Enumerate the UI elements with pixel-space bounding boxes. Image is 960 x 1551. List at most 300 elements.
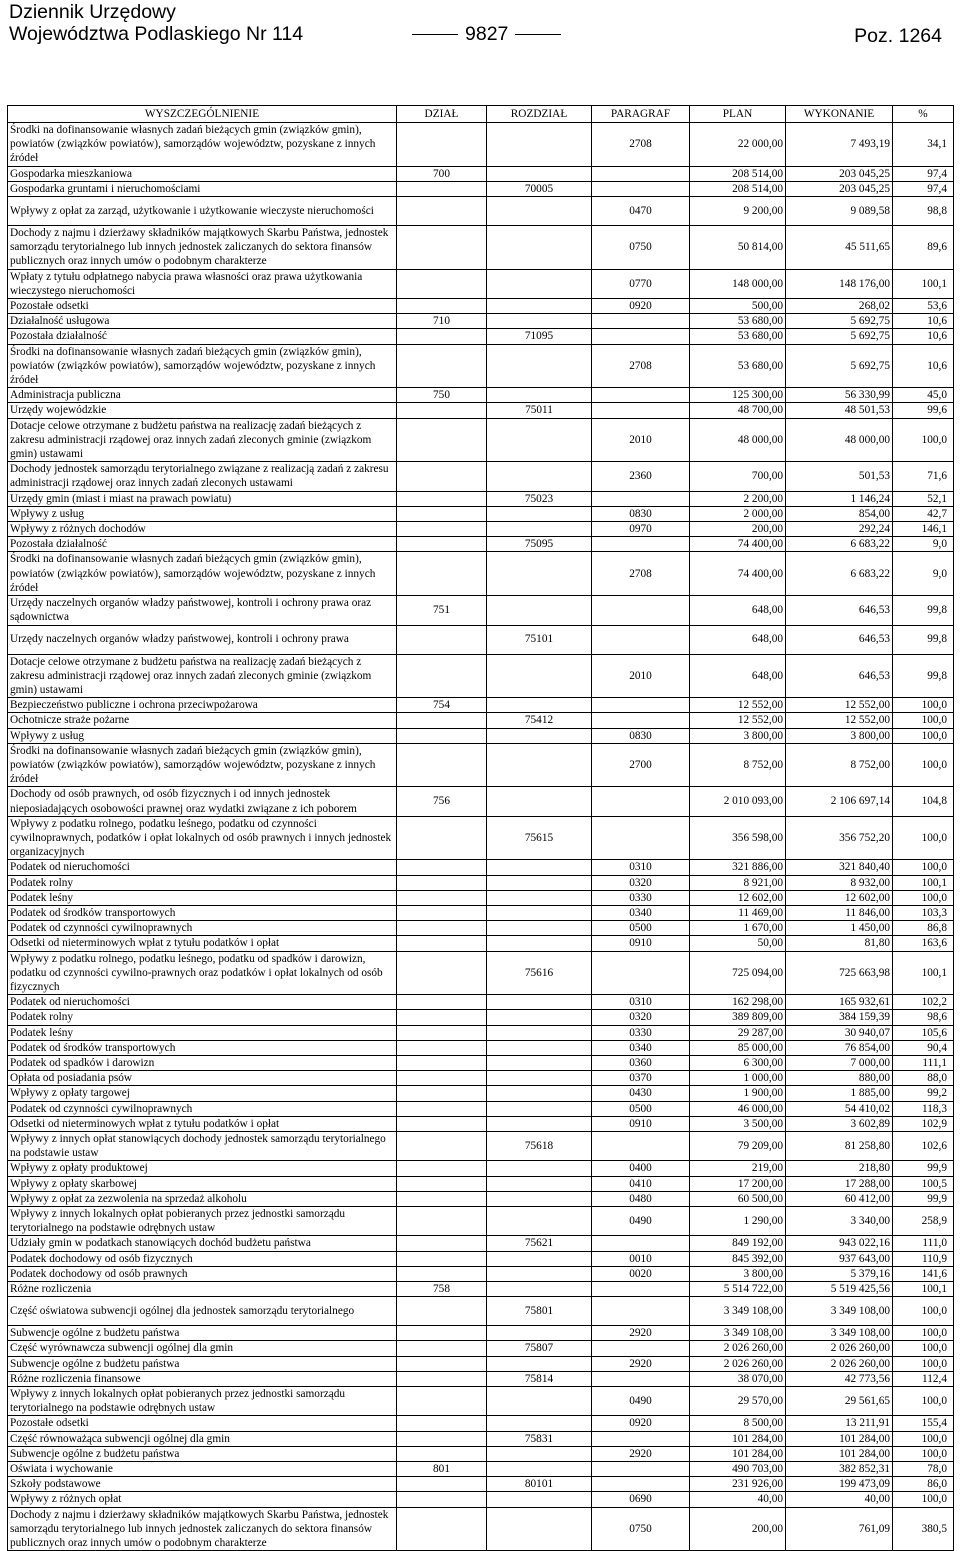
row-paragraf xyxy=(592,181,690,196)
column-header-description: WYSZCZEGÓLNIENIE xyxy=(8,106,397,123)
row-paragraf xyxy=(592,1477,690,1492)
row-paragraf xyxy=(592,491,690,506)
row-rozdzial xyxy=(487,1356,592,1371)
row-wykonanie: 1 146,24 xyxy=(786,491,893,506)
row-percent: 100,0 xyxy=(893,728,954,743)
row-dzial xyxy=(397,269,487,298)
row-percent: 100,0 xyxy=(893,1492,954,1507)
table-row xyxy=(8,1116,954,1131)
row-wykonanie: 2 106 697,14 xyxy=(786,787,893,816)
row-wykonanie: 5 379,16 xyxy=(786,1266,893,1281)
row-percent: 102,2 xyxy=(893,995,954,1010)
table-row xyxy=(8,1297,954,1326)
table-row xyxy=(8,1462,954,1477)
table-row xyxy=(8,1176,954,1191)
row-percent: 10,6 xyxy=(893,344,954,388)
row-percent: 71,6 xyxy=(893,462,954,491)
row-plan: 50 814,00 xyxy=(690,226,786,270)
table-row xyxy=(8,1010,954,1025)
row-rozdzial xyxy=(487,418,592,462)
row-percent: 99,8 xyxy=(893,654,954,698)
row-paragraf: 0770 xyxy=(592,269,690,298)
row-paragraf: 2708 xyxy=(592,123,690,167)
row-percent: 118,3 xyxy=(893,1101,954,1116)
row-description: Dochody z najmu i dzierżawy składników majątkowych Skarbu Państwa, jednostek samorządu terytorialnego lub innych jednostek zaliczanych do sektora finansów publicznych oraz innych umów o podobnym charakterze xyxy=(8,1507,397,1551)
row-paragraf: 0830 xyxy=(592,728,690,743)
row-rozdzial xyxy=(487,698,592,713)
row-dzial xyxy=(397,1010,487,1025)
row-dzial xyxy=(397,1176,487,1191)
row-plan: 321 886,00 xyxy=(690,860,786,875)
row-description: Różne rozliczenia xyxy=(8,1282,397,1297)
row-wykonanie: 11 846,00 xyxy=(786,905,893,920)
row-rozdzial xyxy=(487,552,592,596)
table-row xyxy=(8,197,954,226)
row-percent: 97,4 xyxy=(893,181,954,196)
row-description: Dochody z najmu i dzierżawy składników majątkowych Skarbu Państwa, jednostek samorządu terytorialnego lub innych jednostek zaliczanych do sektora finansów publicznych oraz innych umów o podobnym charakterze xyxy=(8,226,397,270)
row-dzial: 700 xyxy=(397,166,487,181)
row-wykonanie: 5 519 425,56 xyxy=(786,1282,893,1297)
row-percent: 9,0 xyxy=(893,537,954,552)
row-wykonanie: 1 885,00 xyxy=(786,1086,893,1101)
row-paragraf: 0750 xyxy=(592,226,690,270)
row-percent: 86,0 xyxy=(893,1477,954,1492)
row-percent: 100,0 xyxy=(893,1431,954,1446)
row-paragraf: 0310 xyxy=(592,860,690,875)
row-paragraf: 0470 xyxy=(592,197,690,226)
row-plan: 389 809,00 xyxy=(690,1010,786,1025)
row-description: Różne rozliczenia finansowe xyxy=(8,1371,397,1386)
journal-issue: Województwa Podlaskiego Nr 114 xyxy=(9,23,304,45)
table-row xyxy=(8,921,954,936)
row-description: Urzędy naczelnych organów władzy państwowej, kontroli i ochrony prawa oraz sądownictwa xyxy=(8,596,397,625)
row-description: Podatek od czynności cywilnoprawnych xyxy=(8,1101,397,1116)
row-wykonanie: 384 159,39 xyxy=(786,1010,893,1025)
row-wykonanie: 2 026 260,00 xyxy=(786,1341,893,1356)
row-dzial xyxy=(397,344,487,388)
row-plan: 1 670,00 xyxy=(690,921,786,936)
table-row xyxy=(8,787,954,816)
row-wykonanie: 8 752,00 xyxy=(786,743,893,787)
row-paragraf xyxy=(592,787,690,816)
row-plan: 50,00 xyxy=(690,936,786,951)
table-row xyxy=(8,890,954,905)
row-rozdzial xyxy=(487,654,592,698)
row-rozdzial xyxy=(487,1010,592,1025)
row-dzial xyxy=(397,1086,487,1101)
row-percent: 99,9 xyxy=(893,1161,954,1176)
row-description: Wpływy z innych opłat stanowiących dochody jednostek samorządu terytorialnego na podstawie ustaw xyxy=(8,1132,397,1161)
row-paragraf: 2700 xyxy=(592,743,690,787)
row-description: Podatek dochodowy od osób fizycznych xyxy=(8,1251,397,1266)
row-dzial xyxy=(397,1431,487,1446)
row-dzial xyxy=(397,1492,487,1507)
row-plan: 11 469,00 xyxy=(690,905,786,920)
row-paragraf xyxy=(592,1462,690,1477)
table-row xyxy=(8,654,954,698)
row-plan: 17 200,00 xyxy=(690,1176,786,1191)
row-dzial xyxy=(397,1025,487,1040)
row-dzial xyxy=(397,1446,487,1461)
row-wykonanie: 199 473,09 xyxy=(786,1477,893,1492)
row-dzial xyxy=(397,506,487,521)
row-plan: 38 070,00 xyxy=(690,1371,786,1386)
row-description: Wpływy z usług xyxy=(8,506,397,521)
row-percent: 45,0 xyxy=(893,388,954,403)
row-rozdzial xyxy=(487,728,592,743)
table-row xyxy=(8,166,954,181)
row-wykonanie: 42 773,56 xyxy=(786,1371,893,1386)
row-wykonanie: 356 752,20 xyxy=(786,816,893,860)
row-wykonanie: 5 692,75 xyxy=(786,344,893,388)
row-percent: 104,8 xyxy=(893,787,954,816)
row-rozdzial xyxy=(487,1207,592,1236)
row-rozdzial xyxy=(487,123,592,167)
row-dzial xyxy=(397,1507,487,1551)
row-rozdzial xyxy=(487,875,592,890)
row-paragraf: 0370 xyxy=(592,1071,690,1086)
row-dzial xyxy=(397,1161,487,1176)
row-wykonanie: 30 940,07 xyxy=(786,1025,893,1040)
row-description: Urzędy wojewódzkie xyxy=(8,403,397,418)
row-description: Pozostała działalność xyxy=(8,329,397,344)
row-dzial xyxy=(397,226,487,270)
row-percent: 100,1 xyxy=(893,875,954,890)
row-dzial xyxy=(397,860,487,875)
table-row xyxy=(8,1191,954,1206)
table-row xyxy=(8,1055,954,1070)
row-wykonanie: 101 284,00 xyxy=(786,1431,893,1446)
row-wykonanie: 165 932,61 xyxy=(786,995,893,1010)
table-body xyxy=(8,123,954,1551)
row-rozdzial xyxy=(487,1507,592,1551)
row-plan: 101 284,00 xyxy=(690,1431,786,1446)
row-description: Subwencje ogólne z budżetu państwa xyxy=(8,1356,397,1371)
row-percent: 99,9 xyxy=(893,1191,954,1206)
row-description: Dotacje celowe otrzymane z budżetu państwa na realizację zadań bieżących z zakresu administracji rządowej oraz innych zadań zleconych gminie (związkom gmin) ustawami xyxy=(8,654,397,698)
row-description: Podatek od spadków i darowizn xyxy=(8,1055,397,1070)
table-row xyxy=(8,1207,954,1236)
row-description: Podatek rolny xyxy=(8,875,397,890)
table-row xyxy=(8,181,954,196)
row-paragraf xyxy=(592,1371,690,1386)
row-dzial xyxy=(397,1371,487,1386)
row-wykonanie: 148 176,00 xyxy=(786,269,893,298)
row-plan: 725 094,00 xyxy=(690,951,786,995)
row-percent: 10,6 xyxy=(893,314,954,329)
row-percent: 100,0 xyxy=(893,1341,954,1356)
row-paragraf: 2920 xyxy=(592,1446,690,1461)
table-row xyxy=(8,625,954,654)
row-wykonanie: 13 211,91 xyxy=(786,1416,893,1431)
row-rozdzial xyxy=(487,1326,592,1341)
row-rozdzial: 75621 xyxy=(487,1236,592,1251)
column-header-plan: PLAN xyxy=(690,106,786,123)
table-row xyxy=(8,1236,954,1251)
row-paragraf xyxy=(592,1282,690,1297)
row-wykonanie: 7 000,00 xyxy=(786,1055,893,1070)
row-paragraf: 0310 xyxy=(592,995,690,1010)
row-description: Wpływy z różnych opłat xyxy=(8,1492,397,1507)
row-wykonanie: 8 932,00 xyxy=(786,875,893,890)
row-paragraf xyxy=(592,329,690,344)
row-paragraf: 0910 xyxy=(592,1116,690,1131)
row-wykonanie: 60 412,00 xyxy=(786,1191,893,1206)
row-rozdzial xyxy=(487,226,592,270)
row-percent: 380,5 xyxy=(893,1507,954,1551)
row-dzial xyxy=(397,713,487,728)
row-rozdzial xyxy=(487,995,592,1010)
table-row xyxy=(8,388,954,403)
row-description: Podatek rolny xyxy=(8,1010,397,1025)
row-description: Działalność usługowa xyxy=(8,314,397,329)
row-dzial: 751 xyxy=(397,596,487,625)
row-paragraf: 0410 xyxy=(592,1176,690,1191)
row-rozdzial xyxy=(487,344,592,388)
row-paragraf: 0500 xyxy=(592,921,690,936)
row-plan: 85 000,00 xyxy=(690,1040,786,1055)
row-description: Środki na dofinansowanie własnych zadań bieżących gmin (związków gmin), powiatów (związków powiatów), samorządów województw, pozyskane z innych źródeł xyxy=(8,552,397,596)
row-wykonanie: 268,02 xyxy=(786,299,893,314)
row-plan: 148 000,00 xyxy=(690,269,786,298)
row-wykonanie: 501,53 xyxy=(786,462,893,491)
row-wykonanie: 1 450,00 xyxy=(786,921,893,936)
row-wykonanie: 3 602,89 xyxy=(786,1116,893,1131)
row-paragraf: 2360 xyxy=(592,462,690,491)
row-plan: 8 752,00 xyxy=(690,743,786,787)
row-description: Subwencje ogólne z budżetu państwa xyxy=(8,1446,397,1461)
journal-title: Dziennik Urzędowy xyxy=(9,1,176,23)
row-wykonanie: 6 683,22 xyxy=(786,537,893,552)
row-rozdzial xyxy=(487,1446,592,1461)
table-row xyxy=(8,1101,954,1116)
table-row xyxy=(8,743,954,787)
row-dzial xyxy=(397,1191,487,1206)
row-paragraf: 0020 xyxy=(592,1266,690,1281)
table-row xyxy=(8,728,954,743)
row-wykonanie: 48 000,00 xyxy=(786,418,893,462)
row-plan: 648,00 xyxy=(690,654,786,698)
row-percent: 89,6 xyxy=(893,226,954,270)
table-row xyxy=(8,713,954,728)
row-wykonanie: 646,53 xyxy=(786,654,893,698)
row-description: Bezpieczeństwo publiczne i ochrona przeciwpożarowa xyxy=(8,698,397,713)
table-row xyxy=(8,1040,954,1055)
row-dzial xyxy=(397,654,487,698)
row-wykonanie: 3 349 108,00 xyxy=(786,1297,893,1326)
row-plan: 2 000,00 xyxy=(690,506,786,521)
row-plan: 2 200,00 xyxy=(690,491,786,506)
row-rozdzial xyxy=(487,1101,592,1116)
row-percent: 88,0 xyxy=(893,1071,954,1086)
row-description: Administracja publiczna xyxy=(8,388,397,403)
row-description: Podatek od środków transportowych xyxy=(8,1040,397,1055)
row-plan: 3 349 108,00 xyxy=(690,1297,786,1326)
row-rozdzial xyxy=(487,1071,592,1086)
table-row xyxy=(8,1416,954,1431)
row-wykonanie: 81 258,80 xyxy=(786,1132,893,1161)
row-wykonanie: 937 643,00 xyxy=(786,1251,893,1266)
row-percent: 100,0 xyxy=(893,1387,954,1416)
row-paragraf: 0920 xyxy=(592,299,690,314)
row-percent: 53,6 xyxy=(893,299,954,314)
row-wykonanie: 54 410,02 xyxy=(786,1101,893,1116)
row-wykonanie: 7 493,19 xyxy=(786,123,893,167)
row-description: Środki na dofinansowanie własnych zadań bieżących gmin (związków gmin), powiatów (związków powiatów), samorządów województw, pozyskane z innych źródeł xyxy=(8,123,397,167)
row-percent: 10,6 xyxy=(893,329,954,344)
table-row xyxy=(8,552,954,596)
row-paragraf: 0970 xyxy=(592,522,690,537)
row-rozdzial: 75801 xyxy=(487,1297,592,1326)
row-paragraf: 0920 xyxy=(592,1416,690,1431)
row-paragraf xyxy=(592,951,690,995)
row-description: Urzędy naczelnych organów władzy państwowej, kontroli i ochrony prawa xyxy=(8,625,397,654)
row-rozdzial xyxy=(487,1251,592,1266)
row-description: Odsetki od nieterminowych wpłat z tytułu podatków i opłat xyxy=(8,1116,397,1131)
row-paragraf xyxy=(592,1431,690,1446)
table-row xyxy=(8,951,954,995)
row-paragraf xyxy=(592,596,690,625)
row-plan: 125 300,00 xyxy=(690,388,786,403)
row-plan: 1 900,00 xyxy=(690,1086,786,1101)
table-row xyxy=(8,1025,954,1040)
row-dzial xyxy=(397,1132,487,1161)
row-percent: 100,1 xyxy=(893,1282,954,1297)
row-description: Część wyrównawcza subwencji ogólnej dla gmin xyxy=(8,1341,397,1356)
table-row xyxy=(8,537,954,552)
row-description: Dochody jednostek samorządu terytorialnego związane z realizacją zadań z zakresu administracji rządowej oraz innych zadań zleconych ustawami xyxy=(8,462,397,491)
row-description: Podatek od czynności cywilnoprawnych xyxy=(8,921,397,936)
row-wykonanie: 725 663,98 xyxy=(786,951,893,995)
row-description: Wpływy z opłaty produktowej xyxy=(8,1161,397,1176)
row-plan: 700,00 xyxy=(690,462,786,491)
row-rozdzial xyxy=(487,1176,592,1191)
row-plan: 2 010 093,00 xyxy=(690,787,786,816)
row-percent: 105,6 xyxy=(893,1025,954,1040)
row-rozdzial xyxy=(487,462,592,491)
row-percent: 98,8 xyxy=(893,197,954,226)
row-dzial xyxy=(397,299,487,314)
row-wykonanie: 12 552,00 xyxy=(786,698,893,713)
row-dzial xyxy=(397,123,487,167)
row-paragraf: 0910 xyxy=(592,936,690,951)
row-description: Urzędy gmin (miast i miast na prawach powiatu) xyxy=(8,491,397,506)
row-percent: 100,0 xyxy=(893,1326,954,1341)
row-dzial xyxy=(397,995,487,1010)
table-row xyxy=(8,403,954,418)
row-rozdzial xyxy=(487,1387,592,1416)
row-wykonanie: 2 026 260,00 xyxy=(786,1356,893,1371)
row-percent: 100,0 xyxy=(893,860,954,875)
row-wykonanie: 880,00 xyxy=(786,1071,893,1086)
row-description: Wpływy z usług xyxy=(8,728,397,743)
row-description: Pozostałe odsetki xyxy=(8,299,397,314)
row-dzial xyxy=(397,936,487,951)
row-description: Wpływy z opłat za zarząd, użytkowanie i użytkowanie wieczyste nieruchomości xyxy=(8,197,397,226)
row-paragraf xyxy=(592,403,690,418)
table-row xyxy=(8,299,954,314)
row-dzial xyxy=(397,816,487,860)
row-paragraf: 0690 xyxy=(592,1492,690,1507)
row-description: Oświata i wychowanie xyxy=(8,1462,397,1477)
column-header-dzial: DZIAŁ xyxy=(397,106,487,123)
row-rozdzial xyxy=(487,1161,592,1176)
row-description: Opłata od posiadania psów xyxy=(8,1071,397,1086)
row-dzial xyxy=(397,890,487,905)
row-percent: 110,9 xyxy=(893,1251,954,1266)
row-plan: 6 300,00 xyxy=(690,1055,786,1070)
row-wykonanie: 81,80 xyxy=(786,936,893,951)
row-plan: 22 000,00 xyxy=(690,123,786,167)
row-plan: 490 703,00 xyxy=(690,1462,786,1477)
page-header xyxy=(0,0,960,60)
row-percent: 100,0 xyxy=(893,743,954,787)
row-wykonanie: 48 501,53 xyxy=(786,403,893,418)
row-rozdzial: 75101 xyxy=(487,625,592,654)
row-paragraf xyxy=(592,816,690,860)
row-paragraf: 2010 xyxy=(592,654,690,698)
row-plan: 12 552,00 xyxy=(690,698,786,713)
row-wykonanie: 321 840,40 xyxy=(786,860,893,875)
row-description: Część równoważąca subwencji ogólnej dla gmin xyxy=(8,1431,397,1446)
row-paragraf: 2010 xyxy=(592,418,690,462)
row-plan: 48 000,00 xyxy=(690,418,786,462)
row-description: Subwencje ogólne z budżetu państwa xyxy=(8,1326,397,1341)
row-dzial xyxy=(397,522,487,537)
row-paragraf: 0490 xyxy=(592,1387,690,1416)
row-plan: 648,00 xyxy=(690,625,786,654)
row-wykonanie: 12 552,00 xyxy=(786,713,893,728)
row-wykonanie: 218,80 xyxy=(786,1161,893,1176)
row-dzial xyxy=(397,462,487,491)
row-description: Podatek dochodowy od osób prawnych xyxy=(8,1266,397,1281)
row-rozdzial: 75095 xyxy=(487,537,592,552)
row-percent: 100,1 xyxy=(893,269,954,298)
row-percent: 99,8 xyxy=(893,596,954,625)
row-percent: 111,1 xyxy=(893,1055,954,1070)
row-wykonanie: 203 045,25 xyxy=(786,181,893,196)
table-row xyxy=(8,1477,954,1492)
row-description: Podatek od nieruchomości xyxy=(8,995,397,1010)
row-paragraf: 0320 xyxy=(592,875,690,890)
row-wykonanie: 56 330,99 xyxy=(786,388,893,403)
row-description: Udziały gmin w podatkach stanowiących dochód budżetu państwa xyxy=(8,1236,397,1251)
row-dzial xyxy=(397,1387,487,1416)
row-description: Wpłaty z tytułu odpłatnego nabycia prawa własności oraz prawa użytkowania wieczystego nieruchomości xyxy=(8,269,397,298)
row-wykonanie: 646,53 xyxy=(786,625,893,654)
row-plan: 29 287,00 xyxy=(690,1025,786,1040)
row-wykonanie: 17 288,00 xyxy=(786,1176,893,1191)
table-row xyxy=(8,491,954,506)
row-dzial xyxy=(397,403,487,418)
row-rozdzial: 75807 xyxy=(487,1341,592,1356)
row-wykonanie: 203 045,25 xyxy=(786,166,893,181)
row-paragraf: 0750 xyxy=(592,1507,690,1551)
row-plan: 849 192,00 xyxy=(690,1236,786,1251)
row-description: Wpływy z opłaty targowej xyxy=(8,1086,397,1101)
table-row xyxy=(8,1161,954,1176)
row-dzial: 801 xyxy=(397,1462,487,1477)
row-description: Dotacje celowe otrzymane z budżetu państwa na realizację zadań bieżących z zakresu administracji rządowej oraz innych zadań zleconych gminie (związkom gmin) ustawami xyxy=(8,418,397,462)
table-row xyxy=(8,1341,954,1356)
row-rozdzial xyxy=(487,1266,592,1281)
row-rozdzial xyxy=(487,314,592,329)
table-row xyxy=(8,1507,954,1551)
row-percent: 9,0 xyxy=(893,552,954,596)
row-description: Wpływy z podatku rolnego, podatku leśnego, podatku od spadków i darowizn, podatku od czynności cywilno-prawnych oraz podatków i opłat lokalnych od osób fizycznych xyxy=(8,951,397,995)
row-plan: 8 921,00 xyxy=(690,875,786,890)
row-description: Wpływy z podatku rolnego, podatku leśnego, podatku od czynności cywilnoprawnych, podatków i opłat lokalnych od osób prawnych i innych jednostek organizacyjnych xyxy=(8,816,397,860)
